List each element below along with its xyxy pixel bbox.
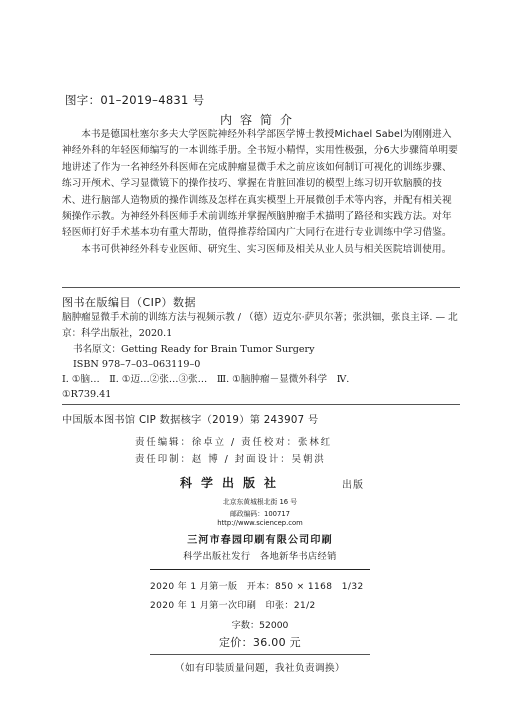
publisher-website: http://www.sciencep.com [217,519,303,527]
word-count: 字数：52000 [231,620,289,631]
cip-original-title: 书名原文：Getting Ready for Brain Tumor Surgery [73,344,315,355]
distributor: 科学出版社发行 各地新华书店经销 [183,551,337,562]
cip-divider [62,404,460,405]
cip-record-number: 图字：01–2019–4831 号 [65,93,205,107]
editors-line: 责任编辑：徐卓立 / 责任校对：张林红 [135,437,333,448]
printer-name: 三河市春园印刷有限公司印刷 [187,535,333,546]
cip-classification: Ⅰ. ①脑… Ⅱ. ①迈…②张…③张… Ⅲ. ①脑肿瘤－显微外科学 Ⅳ. [62,374,350,385]
price: 定价：36.00 元 [219,636,301,649]
publisher-suffix: 出版 [342,480,364,491]
introduction-paragraph-1: 本书是德国杜塞尔多夫大学医院神经外科学部医学博士教授Michael Sabel为刚刚进入神经外科的年轻医师编写的一本训练手册。全书短小精悍，实用性极强，分6大步骤简单明要地讲述了作为一名神经外科医师在完成肿瘤显微手术之前应该如何制订可视化的训练步骤、练习开颅术、学习显微镜下的操作技巧、掌握在肯脏回准切的模型上练习切开软脑膜的技术、进行脑部人造物质的操作训练及怎样在真实模型上开展微创手术等内容，并配有相关视频操作示教。为神经外科医师手术前训练并掌握颅脑肿瘤手术描明了路径和实践方法。对年轻医师打好手术基本功有重大帮助，值得推荐给国内广大同行在进行专业训练中学习借鉴。 [62,129,459,239]
cip-isbn: ISBN 978–7–03–063119–0 [73,359,201,370]
edition-info: 2020 年 1 月第一版 开本：850 × 1168 1/32 [150,582,364,592]
cip-data-number: 中国版本图书馆 CIP 数据核字（2019）第 243907 号 [62,415,319,426]
production-line: 责任印制：赵 博 / 封面设计：吴朝洪 [135,454,326,465]
footer-divider [150,654,370,655]
section-divider [62,287,460,288]
publisher-address: 北京东黄城根北街 16 号 [222,498,298,506]
introduction-title: 内容简介 [219,113,300,127]
publisher-postcode: 邮政编码：100717 [230,510,290,518]
cip-classification-code: ①R739.41 [62,389,112,400]
printing-info: 2020 年 1 月第一次印刷 印张：21/2 [150,601,316,611]
quality-notice: （如有印装质量问题，我社负责调换） [175,663,345,674]
cip-book-entry: 脑肿瘤显微手术前的训练方法与视频示教 / （德）迈克尔·萨贝尔著；张洪钿，张良主译. — 北京：科学出版社，2020.1 [62,312,458,339]
cip-heading: 图书在版编目（CIP）数据 [62,296,197,309]
publisher-name: 科学出版社 [180,476,286,490]
introduction-paragraph-2: 本书可供神经外科专业医师、研究生、实习医师及相关从业人员与相关医院培训使用。 [81,244,452,255]
imprint-divider [150,569,370,570]
